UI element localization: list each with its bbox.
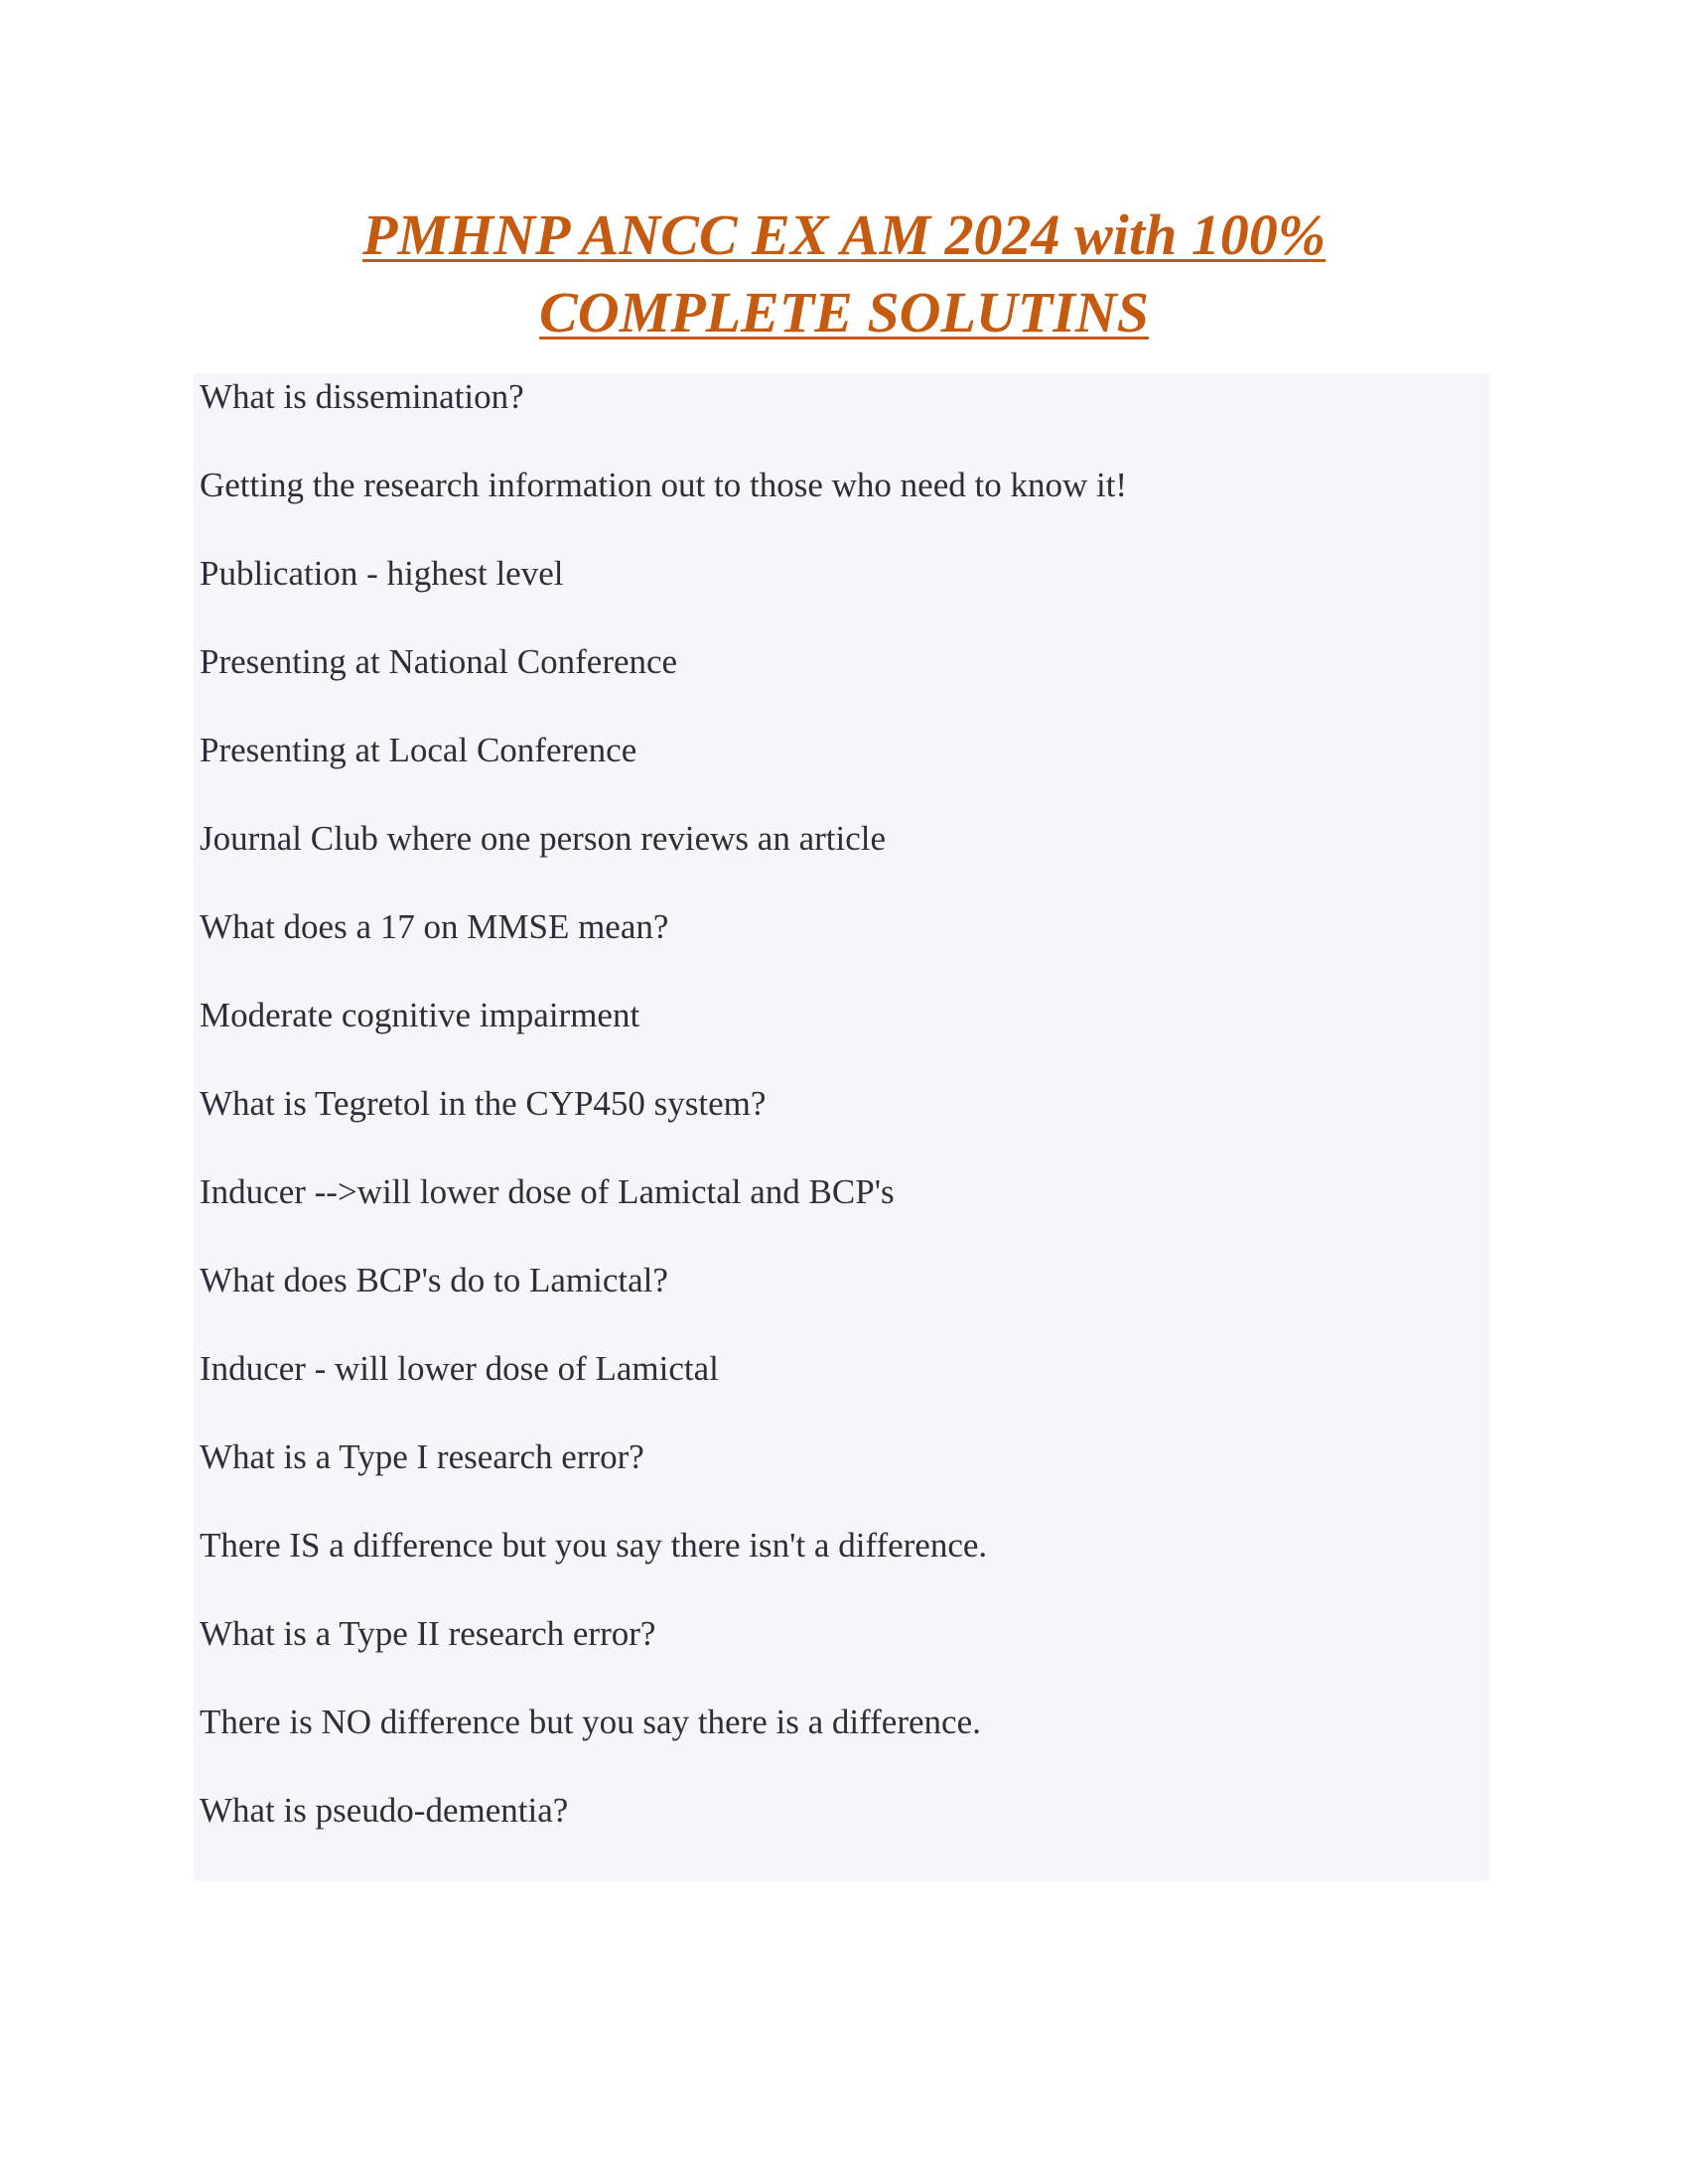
answer-line: There IS a difference but you say there isn't a difference.: [200, 1526, 988, 1565]
answer-line: Journal Club where one person reviews an article: [200, 819, 887, 858]
title-line-2: COMPLETE SOLUTINS: [539, 280, 1149, 344]
answer-line: Publication - highest level: [200, 554, 564, 593]
question-line: What is a Type II research error?: [200, 1614, 656, 1653]
question-line: What is dissemination?: [200, 377, 524, 416]
question-line: What is pseudo-dementia?: [200, 1791, 569, 1830]
question-line: What does a 17 on MMSE mean?: [200, 907, 669, 946]
answer-line: Getting the research information out to those who need to know it!: [200, 466, 1128, 504]
answer-line: Presenting at Local Conference: [200, 731, 637, 769]
answer-line: Moderate cognitive impairment: [200, 996, 640, 1034]
answer-line: There is NO difference but you say there is a difference.: [200, 1703, 981, 1741]
answer-line: Inducer -->will lower dose of Lamictal and BCP's: [200, 1172, 895, 1211]
answer-line: Inducer - will lower dose of Lamictal: [200, 1349, 719, 1388]
answer-line: Presenting at National Conference: [200, 642, 678, 681]
question-line: What is a Type I research error?: [200, 1437, 644, 1476]
question-line: What does BCP's do to Lamictal?: [200, 1261, 668, 1299]
qa-content-block: [194, 373, 1489, 1881]
title-line-1: PMHNP ANCC EX AM 2024 with 100%: [361, 203, 1327, 267]
document-title: [0, 197, 1688, 351]
question-line: What is Tegretol in the CYP450 system?: [200, 1084, 767, 1123]
